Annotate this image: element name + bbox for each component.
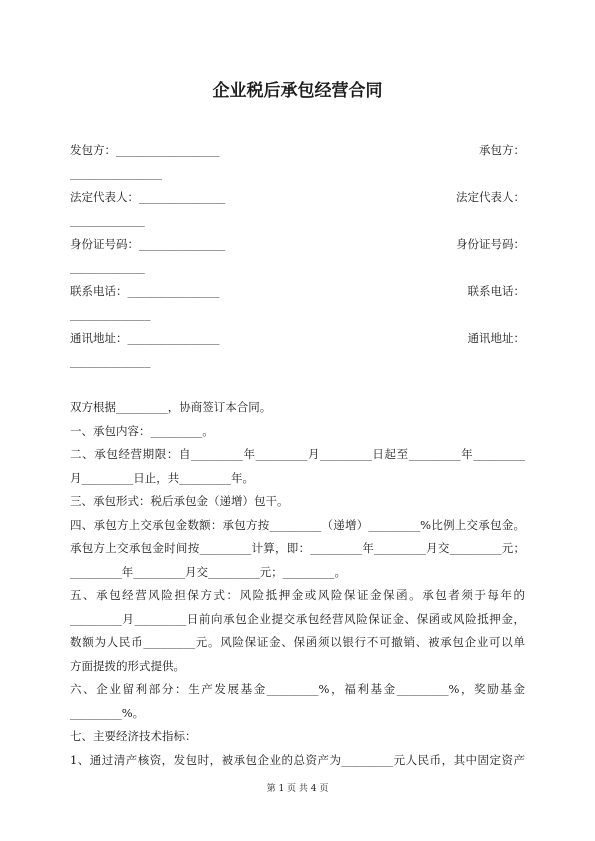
- party-left-blank: ________________: [127, 331, 220, 345]
- party-left-label: 身份证号码：: [70, 237, 139, 251]
- contract-line: _________年_________月交_________元；_________。: [70, 564, 346, 579]
- contract-line: 七、主要经济技术指标：: [70, 729, 197, 743]
- party-field-block: [70, 189, 525, 229]
- contract-line: 月_________日止，共_________年。: [70, 470, 254, 485]
- contract-line: 二、承包经营期限：自_________年_________月_________日起至_________年_________: [70, 447, 525, 461]
- party-continuation-blank: ______________: [70, 354, 151, 368]
- contract-line: 五、承包经营风险担保方式：风险抵押金或风险保证金保函。承包者须于每年的: [70, 588, 525, 602]
- contract-line: 数额为人民币_________元。风险保证金、保函须以银行不可撤销、被承包企业可以单: [70, 635, 525, 649]
- party-left-blank: _______________: [139, 237, 226, 251]
- contract-line: 四、承包方上交承包金数额：承包方按_________（递增）_________%比例上交承包金。: [70, 517, 525, 532]
- party-right-label: 承包方：: [479, 143, 525, 157]
- party-field-block: [70, 283, 525, 323]
- contract-body: [70, 396, 525, 772]
- contract-line: 双方根据_________，协商签订本合同。: [70, 400, 272, 414]
- party-continuation-blank: ________________: [70, 166, 162, 180]
- party-left-blank: ________________: [127, 284, 220, 298]
- contract-line: 承包方上交承包金时间按_________计算，即：_________年_________月交_________元；: [70, 541, 525, 555]
- party-right-label: 法定代表人：: [456, 190, 525, 204]
- party-left-field: [70, 283, 220, 299]
- party-left-blank: __________________: [116, 143, 220, 157]
- party-field-row: [70, 236, 525, 252]
- party-left-label: 发包方：: [70, 143, 116, 157]
- party-field-row: [70, 330, 525, 346]
- party-continuation-blank: _____________: [70, 213, 145, 227]
- party-continuation-blank: _____________: [70, 260, 145, 274]
- party-field-row: [70, 142, 525, 158]
- party-left-field: [70, 189, 225, 205]
- party-field-block: [70, 236, 525, 276]
- party-left-field: [70, 330, 220, 346]
- party-right-label: 通讯地址：: [467, 331, 525, 345]
- page-title: 企业税后承包经营合同: [212, 81, 383, 101]
- party-field-block: [70, 142, 525, 182]
- party-right-label: 身份证号码：: [456, 237, 525, 251]
- party-left-field: [70, 236, 225, 252]
- party-right-label: 联系电话：: [467, 284, 525, 298]
- contract-line: 方面提拨的形式提供。: [70, 658, 185, 673]
- party-left-label: 通讯地址：: [70, 331, 128, 345]
- party-left-label: 法定代表人：: [70, 190, 139, 204]
- party-left-label: 联系电话：: [70, 284, 128, 298]
- party-field-row: [70, 283, 525, 299]
- contract-line: 1、通过清产核资，发包时，被承包企业的总资产为_________元人民币，其中固定资产: [70, 752, 525, 767]
- contract-line: _________月_________日前向承包企业提交承包经营风险保证金、保函或风险抵押金，: [70, 611, 525, 626]
- page-footer: 第 1 页 共 4 页: [266, 784, 329, 794]
- party-continuation-blank: ______________: [70, 307, 151, 321]
- party-left-field: [70, 142, 220, 158]
- contract-line: 三、承包形式：税后承包金（递增）包干。: [70, 494, 289, 508]
- contract-line: _________%。: [70, 705, 145, 720]
- contract-line: 六、企业留利部分：生产发展基金_________%，福利基金_________%，奖励基金: [70, 682, 525, 696]
- party-field-row: [70, 189, 525, 205]
- party-field-block: [70, 330, 525, 370]
- contract-line: 一、承包内容：_________。: [70, 423, 214, 438]
- party-left-blank: _______________: [139, 190, 226, 204]
